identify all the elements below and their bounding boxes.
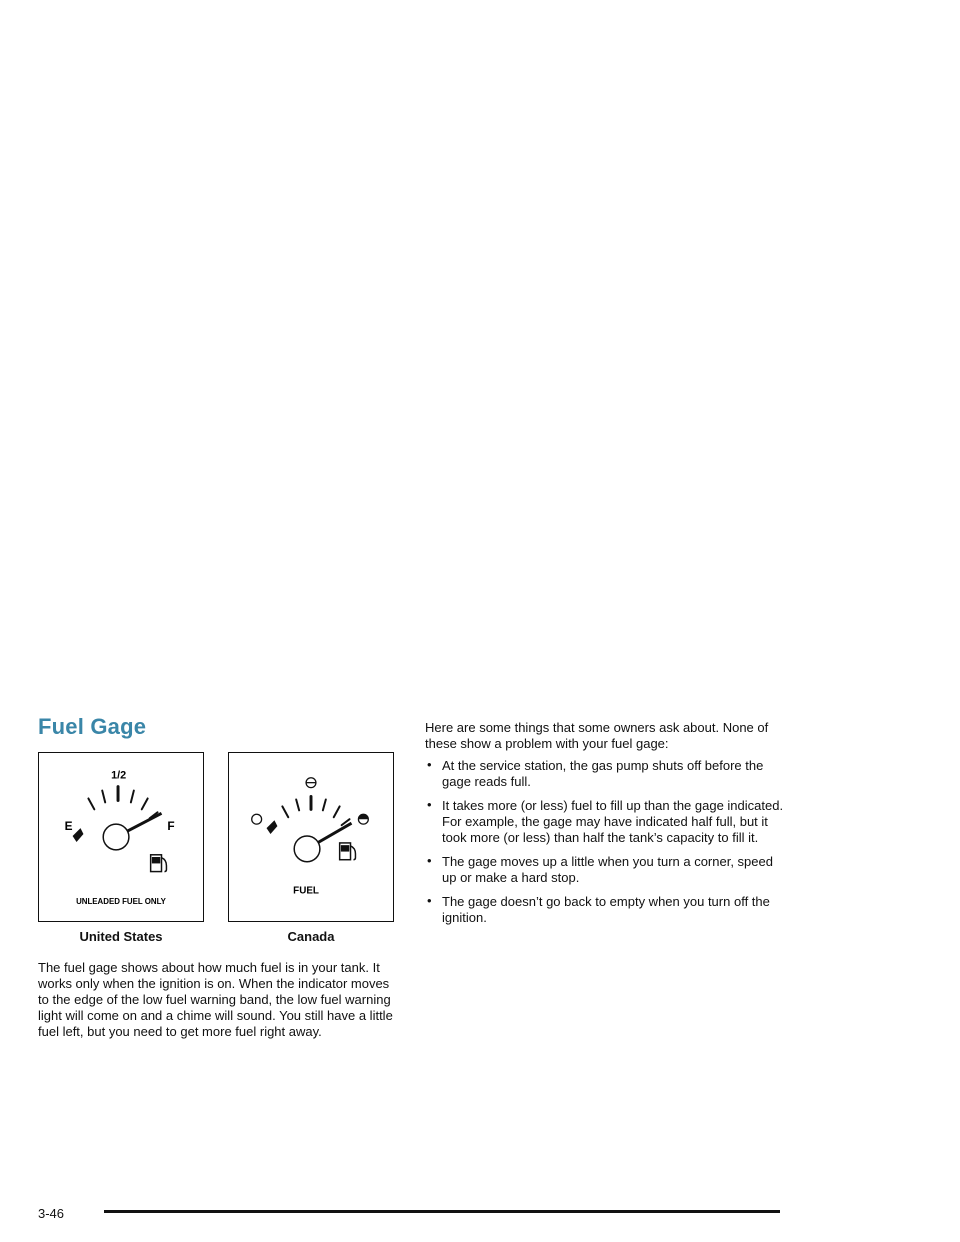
low-fuel-band-icon — [73, 828, 84, 842]
gauge-footer-label: FUEL — [293, 885, 319, 897]
gauge-empty-label: E — [64, 819, 73, 834]
list-item: • The gage doesn’t go back to empty when you turn off the ignition. — [427, 893, 770, 925]
bullet-icon: • — [427, 853, 432, 868]
page-number: 3-46 — [38, 1206, 65, 1221]
gauge-half-symbol — [306, 778, 316, 788]
bullet-icon: • — [427, 757, 432, 772]
bullet-icon: • — [427, 797, 432, 812]
us-fuel-gauge-figure — [38, 752, 204, 922]
gauge-hub — [294, 836, 320, 862]
list-item: • The gage moves up a little when you turn a corner, speed up or make a hard stop. — [427, 853, 773, 885]
footer-divider — [104, 1210, 780, 1213]
us-figure-caption: United States — [79, 929, 163, 944]
us-fuel-gauge-illustration — [39, 753, 203, 921]
canada-fuel-gauge-illustration — [229, 753, 393, 921]
section-title: Fuel Gage — [38, 714, 147, 739]
gauge-full-symbol — [358, 814, 368, 824]
fuel-pump-icon — [340, 843, 356, 860]
gauge-empty-symbol — [252, 814, 262, 824]
gauge-tick-marks — [88, 787, 157, 819]
gauge-half-label: 1/2 — [111, 769, 127, 782]
faq-bullet-list — [425, 758, 785, 934]
gauge-full-label: F — [167, 819, 175, 834]
gauge-tick-marks — [282, 796, 349, 825]
gauge-footer-label: UNLEADED FUEL ONLY — [76, 897, 166, 907]
fuel-gage-description: The fuel gage shows about how much fuel is in your tank. It works only when the ignition is on. When the indicator moves to the edge of the low fuel warning band, the low fuel warning light will come on and a chime will sound. You still have a little fuel left, but you need to get more fuel right away. — [38, 960, 393, 1039]
low-fuel-band-icon — [267, 820, 278, 834]
list-item: • It takes more (or less) fuel to fill up than the gage indicated. For example, the gage may have indicated half full, but it took more (or less) than half the tank’s capacity to fill it. — [427, 797, 784, 845]
canada-figure-caption: Canada — [287, 929, 335, 944]
fuel-pump-icon — [151, 855, 167, 872]
gauge-hub — [103, 824, 129, 850]
canada-fuel-gauge-figure — [228, 752, 394, 922]
bullet-icon: • — [427, 893, 432, 908]
faq-intro: Here are some things that some owners ask about. None of these show a problem with your fuel gage: — [425, 720, 769, 751]
list-item: • At the service station, the gas pump shuts off before the gage reads full. — [427, 757, 764, 789]
